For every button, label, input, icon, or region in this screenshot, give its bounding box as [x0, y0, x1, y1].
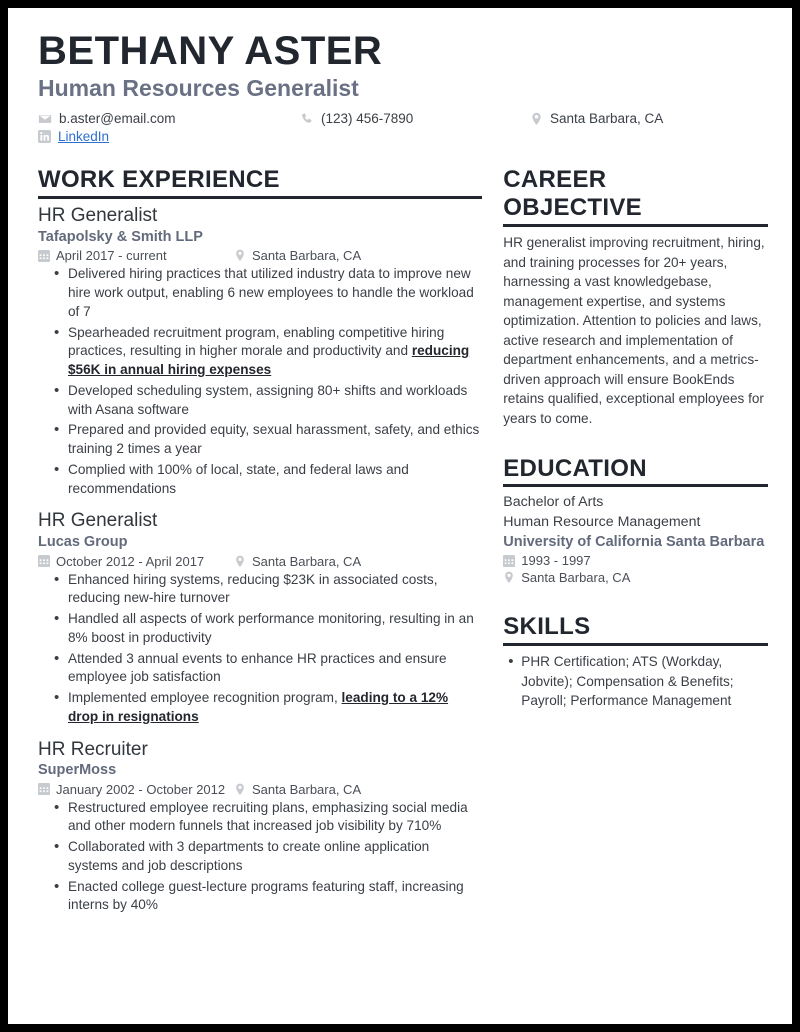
- job-location-text: Santa Barbara, CA: [252, 248, 362, 264]
- calendar-icon: [38, 783, 50, 795]
- bullet-emphasis: leading to a 12% drop in resignations: [68, 690, 449, 724]
- job-bullet-list: [38, 799, 482, 916]
- job-location: [234, 554, 361, 569]
- left-column: [32, 166, 482, 927]
- section-divider: [503, 643, 768, 646]
- career-objective-text: HR generalist improving recruitment, hiring, and training processes for 20+ years, harnessing a vast knowledgebase, management expertise, and systems optimization. Attention to policies and laws, active research and implementation of department enhancements, and a metrics-driven approach will ensure BookEnds retains qualified, exceptional employees for years to come.: [503, 234, 765, 427]
- job-meta-row: [38, 554, 482, 569]
- section-career-objective: [503, 166, 768, 428]
- contact-linkedin[interactable]: [38, 129, 109, 144]
- job-bullet: • Complied with 100% of local, state, and federal laws and recommendations: [68, 461, 482, 499]
- job-date-text: October 2012 - April 2017: [56, 553, 205, 569]
- map-pin-icon: [234, 249, 246, 262]
- job-company: Lucas Group: [38, 534, 128, 551]
- contact-row-primary: [38, 111, 768, 126]
- job-bullet: • Spearheaded recruitment program, enabling competitive hiring practices, resulting in higher morale and productivity and reducing $56K in annual hiring expenses: [68, 324, 482, 380]
- job-meta-row: [38, 782, 482, 797]
- job-company: SuperMoss: [38, 762, 117, 779]
- section-heading-career-objective-line1: CAREER: [503, 166, 607, 194]
- job-bullet: • Attended 3 annual events to enhance HR practices and ensure employee job satisfaction: [68, 650, 482, 688]
- skills-list: [503, 652, 768, 710]
- education-date: [503, 553, 590, 568]
- contact-row-secondary: [38, 129, 768, 144]
- job-date-text: January 2002 - October 2012: [56, 781, 226, 797]
- job-entry: [38, 739, 482, 916]
- job-entry: [38, 205, 482, 498]
- job-bullet: • Restructured employee recruiting plans, emphasizing social media and other modern funnels that increased job visibility by 710%: [68, 799, 482, 837]
- job-location-text: Santa Barbara, CA: [252, 553, 362, 569]
- job-bullet: • Collaborated with 3 departments to create online application systems and job descriptions: [68, 838, 482, 876]
- job-location: [234, 248, 361, 263]
- job-bullet: • Prepared and provided equity, sexual harassment, safety, and ethics training 2 times a year: [68, 421, 482, 459]
- education-degree: Bachelor of Arts: [503, 494, 604, 511]
- job-bullet-list: [38, 265, 482, 498]
- education-location: [503, 570, 630, 585]
- job-list: [38, 205, 482, 915]
- section-divider: [503, 224, 768, 227]
- map-pin-icon: [234, 783, 246, 796]
- calendar-icon: [503, 555, 515, 567]
- right-column: [503, 166, 768, 927]
- section-heading-skills: SKILLS: [503, 613, 591, 641]
- job-date-text: April 2017 - current: [56, 248, 167, 264]
- contact-location-text: Santa Barbara, CA: [550, 111, 664, 127]
- education-school: University of California Santa Barbara: [503, 533, 765, 550]
- spacer: [503, 429, 768, 455]
- job-bullet-list: [38, 571, 482, 727]
- job-company: Tafapolsky & Smith LLP: [38, 228, 203, 245]
- contact-email-text: b.aster@email.com: [59, 111, 176, 127]
- contact-phone-text: (123) 456-7890: [321, 111, 414, 127]
- job-bullet: • Developed scheduling system, assigning 80+ shifts and workloads with Asana software: [68, 382, 482, 420]
- job-bullet: • Enacted college guest-lecture programs featuring staff, increasing interns by 40%: [68, 878, 482, 916]
- contact-location: [530, 111, 663, 126]
- job-title: HR Recruiter: [38, 738, 148, 760]
- candidate-job-title: Human Resources Generalist: [38, 75, 359, 101]
- job-title: HR Generalist: [38, 205, 158, 227]
- education-date-row: [503, 553, 768, 568]
- candidate-name: BETHANY ASTER: [38, 29, 383, 73]
- job-entry: [38, 510, 482, 726]
- job-bullet: • Handled all aspects of work performance monitoring, resulting in an 8% boost in productivity: [68, 610, 482, 648]
- linkedin-icon: [38, 130, 51, 143]
- education-location-row: [503, 570, 768, 585]
- resume-body: [32, 166, 768, 927]
- resume-header: [32, 30, 768, 144]
- job-bullet: • Delivered hiring practices that utilized industry data to improve new hire work output, enabling 6 new employees to handle the workload of 7: [68, 265, 482, 321]
- education-field: Human Resource Management: [503, 513, 701, 530]
- job-date: [38, 248, 234, 263]
- section-skills: [503, 613, 768, 710]
- spacer: [503, 587, 768, 613]
- job-bullet: • Enhanced hiring systems, reducing $23K in associated costs, reducing new-hire turnover: [68, 571, 482, 609]
- section-work-experience: [38, 166, 482, 915]
- section-divider: [38, 196, 482, 199]
- education-date-text: 1993 - 1997: [521, 553, 591, 569]
- job-date: [38, 554, 234, 569]
- section-heading-work-experience: WORK EXPERIENCE: [38, 166, 280, 194]
- job-meta-row: [38, 248, 482, 263]
- contact-linkedin-text[interactable]: LinkedIn: [58, 129, 110, 145]
- job-location-text: Santa Barbara, CA: [252, 781, 362, 797]
- education-location-text: Santa Barbara, CA: [521, 570, 631, 586]
- section-education: [503, 455, 768, 586]
- section-heading-education: EDUCATION: [503, 454, 647, 482]
- job-bullet: • Implemented employee recognition program, leading to a 12% drop in resignations: [68, 689, 482, 727]
- column-gap: [482, 166, 503, 927]
- envelope-icon: [38, 112, 52, 126]
- section-heading-career-objective-line2: OBJECTIVE: [503, 194, 642, 222]
- map-pin-icon: [234, 555, 246, 568]
- map-pin-icon: [530, 112, 543, 126]
- contact-phone[interactable]: [300, 111, 530, 126]
- skill-item: • PHR Certification; ATS (Workday, Jobvite); Compensation & Benefits; Payroll; Performance Management: [521, 652, 768, 710]
- resume-page: [8, 8, 792, 1024]
- job-date: [38, 782, 234, 797]
- section-divider: [503, 484, 768, 487]
- contact-email[interactable]: [38, 111, 300, 126]
- job-title: HR Generalist: [38, 510, 158, 532]
- bullet-emphasis: reducing $56K in annual hiring expenses: [68, 343, 470, 378]
- calendar-icon: [38, 555, 50, 567]
- phone-icon: [300, 112, 314, 126]
- calendar-icon: [38, 250, 50, 262]
- map-pin-icon: [503, 571, 515, 584]
- job-location: [234, 782, 361, 797]
